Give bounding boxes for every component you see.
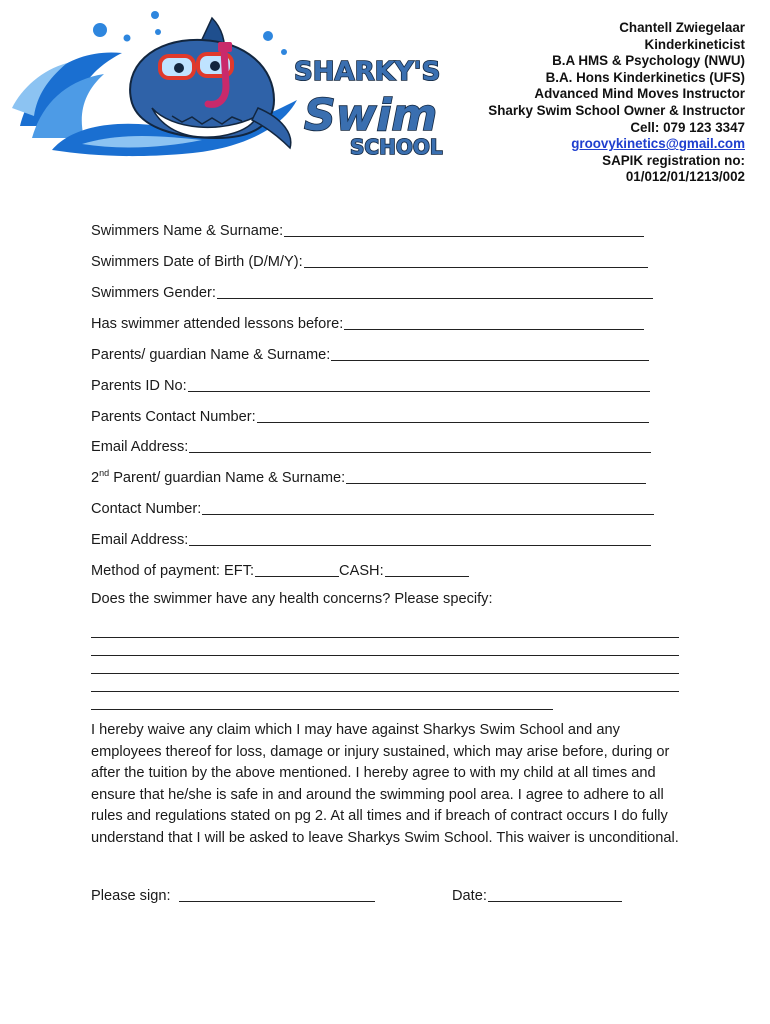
attended-lessons-label: Has swimmer attended lessons before: xyxy=(91,316,344,332)
contact-info-block xyxy=(488,20,745,186)
health-line[interactable] xyxy=(91,709,553,710)
parent-id-row xyxy=(91,375,650,394)
cash-label: CASH: xyxy=(339,563,384,579)
contact-role: Sharky Swim School Owner & Instructor xyxy=(488,102,745,118)
swimmer-dob-field[interactable] xyxy=(304,253,648,268)
contact-title: Kinderkineticist xyxy=(644,36,745,52)
payment-row xyxy=(91,560,469,579)
contact-qualification-2: B.A. Hons Kinderkinetics (UFS) xyxy=(545,69,745,85)
parent-contact-field[interactable] xyxy=(257,408,649,423)
swimmer-gender-field[interactable] xyxy=(217,284,653,299)
contact-number-label: Contact Number: xyxy=(91,501,202,517)
parent-id-label: Parents ID No: xyxy=(91,378,187,394)
payment-label: Method of payment: EFT: xyxy=(91,563,255,579)
signature-field[interactable] xyxy=(179,887,375,902)
attended-lessons-field[interactable] xyxy=(344,315,644,330)
sapik-number: 01/012/01/1213/002 xyxy=(625,169,745,185)
contact-qualification-1: B.A HMS & Psychology (NWU) xyxy=(552,53,745,69)
health-line[interactable] xyxy=(91,673,679,674)
logo-text-swim: Swim xyxy=(304,90,438,141)
swimmer-name-field[interactable] xyxy=(284,222,644,237)
swimmer-name-label: Swimmers Name & Surname: xyxy=(91,223,284,239)
email2-row xyxy=(91,529,651,548)
health-line[interactable] xyxy=(91,637,679,638)
second-parent-row xyxy=(91,467,646,486)
logo-text-school: SCHOOL xyxy=(350,135,443,158)
email2-field[interactable] xyxy=(189,531,651,546)
contact-number-row xyxy=(91,498,654,517)
health-line[interactable] xyxy=(91,691,679,692)
sign-group xyxy=(91,885,375,904)
swimmer-dob-row xyxy=(91,251,648,270)
swimmer-dob-label: Swimmers Date of Birth (D/M/Y): xyxy=(91,254,303,270)
email2-label: Email Address: xyxy=(91,532,189,548)
swimmer-gender-label: Swimmers Gender: xyxy=(91,285,216,301)
contact-number-field[interactable] xyxy=(202,500,654,515)
second-parent-field[interactable] xyxy=(346,469,646,484)
email-field[interactable] xyxy=(189,438,651,453)
parent-id-field[interactable] xyxy=(188,377,650,392)
swimmer-name-row xyxy=(91,220,644,239)
sharkys-swim-school-logo xyxy=(12,8,452,158)
contact-name: Chantell Zwiegelaar xyxy=(619,20,745,35)
attended-lessons-row xyxy=(91,313,644,332)
parent-name-row xyxy=(91,344,649,363)
waiver-paragraph: I hereby waive any claim which I may have against Sharkys Swim School and any employees thereof for loss, damage or injury sustained, which may arise before, during or after the tuition by the above mentioned. I hereby agree to with my child at all times and ensure that he/she is safe in and around the swimming pool area. I agree to adhere to all rules and regulations stated on pg 2. At all times and if breach of contract occurs I do fully understand that I will be asked to leave Sharkys Swim School. This waiver is unconditional. xyxy=(91,722,679,846)
email-row xyxy=(91,436,651,455)
eft-field[interactable] xyxy=(255,562,339,577)
contact-email-link[interactable]: groovykinetics@gmail.com xyxy=(571,136,745,152)
second-parent-label: 2nd Parent/ guardian Name & Surname: xyxy=(91,468,346,486)
parent-name-label: Parents/ guardian Name & Surname: xyxy=(91,347,331,363)
health-concerns-label: Does the swimmer have any health concerns? Please specify: xyxy=(91,591,493,607)
cash-field[interactable] xyxy=(385,562,469,577)
parent-contact-label: Parents Contact Number: xyxy=(91,409,256,425)
sign-label: Please sign: xyxy=(91,888,171,904)
swimmer-gender-row xyxy=(91,282,653,301)
contact-cell: Cell: 079 123 3347 xyxy=(630,119,745,135)
parent-contact-row xyxy=(91,406,649,425)
sapik-label: SAPIK registration no: xyxy=(602,152,745,168)
parent-name-field[interactable] xyxy=(331,346,649,361)
date-label: Date: xyxy=(452,888,487,904)
date-field[interactable] xyxy=(488,887,622,902)
contact-qualification-3: Advanced Mind Moves Instructor xyxy=(534,86,745,102)
date-group xyxy=(452,885,622,904)
health-row xyxy=(91,591,493,607)
health-line[interactable] xyxy=(91,655,679,656)
logo-text-sharkys: SHARKY'S xyxy=(294,57,441,87)
email-label: Email Address: xyxy=(91,439,189,455)
